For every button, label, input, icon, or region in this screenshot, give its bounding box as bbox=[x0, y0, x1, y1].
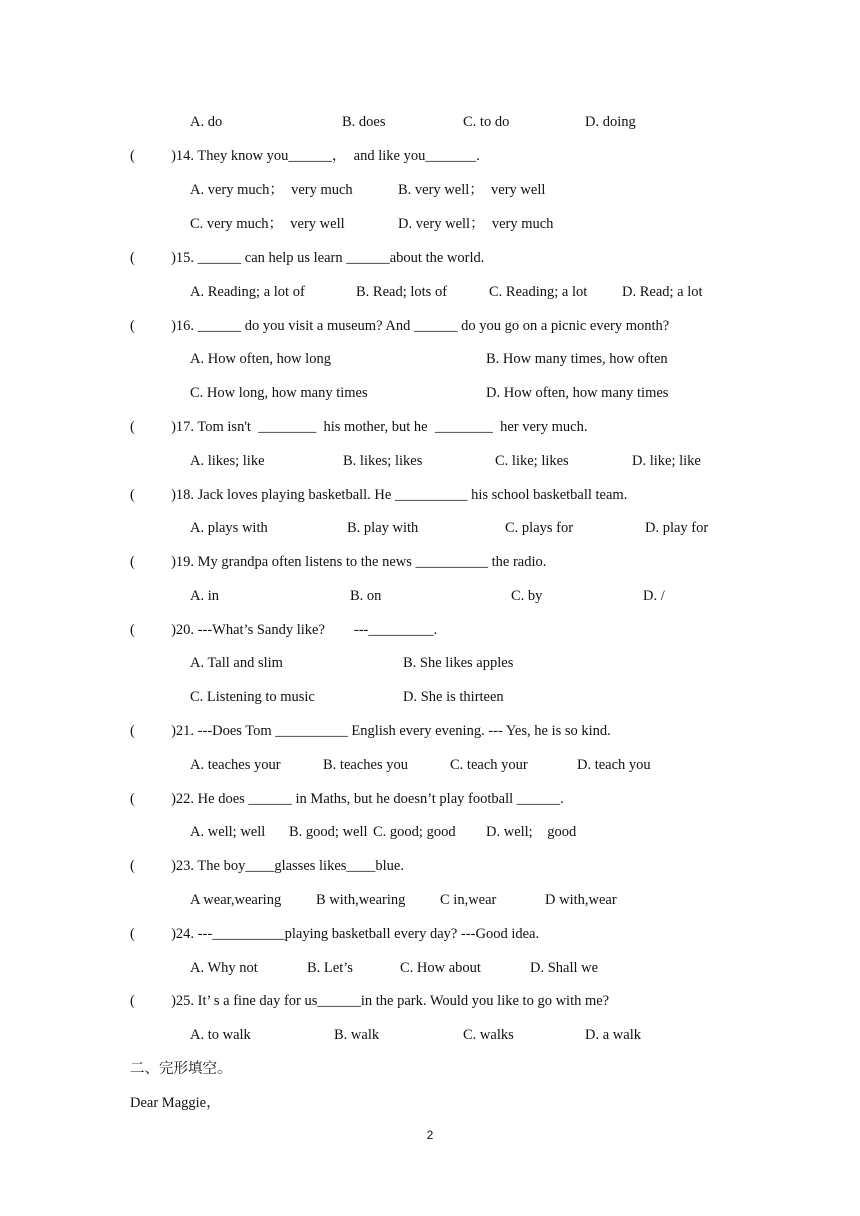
q15-option-a: A. Reading; a lot of bbox=[190, 284, 305, 300]
q18-stem: ( )18. Jack loves playing basketball. He __________ his school basketball team. bbox=[130, 487, 628, 503]
q25-option-a: A. to walk bbox=[190, 1027, 251, 1043]
q21-option-d: D. teach you bbox=[577, 757, 651, 773]
q19-option-d: D. / bbox=[643, 588, 665, 604]
q16-option-c: C. How long, how many times bbox=[190, 385, 368, 401]
q22-option-d: D. well; good bbox=[486, 824, 577, 840]
q16-option-a: A. How often, how long bbox=[190, 351, 331, 367]
q25-option-b: B. walk bbox=[334, 1027, 380, 1043]
section-heading: 二、完形填空。 bbox=[130, 1061, 232, 1077]
q14-option-a: A. very much； very much bbox=[190, 182, 353, 198]
q16-option-d: D. How often, how many times bbox=[486, 385, 669, 401]
q18-option-c: C. plays for bbox=[505, 520, 574, 536]
q20-option-c: C. Listening to music bbox=[190, 689, 315, 705]
q17-option-b: B. likes; likes bbox=[343, 453, 423, 469]
q14-stem: ( )14. They know you______， and like you_______. bbox=[130, 148, 480, 164]
q24-option-a: A. Why not bbox=[190, 960, 258, 976]
q15-option-b: B. Read; lots of bbox=[356, 284, 448, 300]
q24-option-c: C. How about bbox=[400, 960, 481, 976]
q21-option-b: B. teaches you bbox=[323, 757, 408, 773]
q25-option-c: C. walks bbox=[463, 1027, 514, 1043]
q25-stem: ( )25. It’ s a fine day for us______in the park. Would you like to go with me? bbox=[130, 993, 610, 1009]
q18-option-d: D. play for bbox=[645, 520, 709, 536]
q16-option-b: B. How many times, how often bbox=[486, 351, 668, 367]
q23-option-c: C in,wear bbox=[440, 892, 497, 908]
q24-stem: ( )24. ---__________playing basketball every day? ---Good idea. bbox=[130, 926, 540, 942]
q13-option-c: C. to do bbox=[463, 114, 510, 130]
q17-option-d: D. like; like bbox=[632, 453, 701, 469]
q18-option-a: A. plays with bbox=[190, 520, 268, 536]
q18-option-b: B. play with bbox=[347, 520, 419, 536]
q21-option-a: A. teaches your bbox=[190, 757, 281, 773]
q24-option-d: D. Shall we bbox=[530, 960, 599, 976]
q25-option-d: D. a walk bbox=[585, 1027, 641, 1043]
q24-option-b: B. Let’s bbox=[307, 960, 353, 976]
q15-option-d: D. Read; a lot bbox=[622, 284, 703, 300]
q22-option-b: B. good; well bbox=[289, 824, 368, 840]
q17-option-c: C. like; likes bbox=[495, 453, 569, 469]
q20-option-a: A. Tall and slim bbox=[190, 655, 283, 671]
q19-stem: ( )19. My grandpa often listens to the news __________ the radio. bbox=[130, 554, 547, 570]
q20-option-b: B. She likes apples bbox=[403, 655, 514, 671]
q14-option-c: C. very much； very well bbox=[190, 216, 345, 232]
q19-option-b: B. on bbox=[350, 588, 382, 604]
q23-stem: ( )23. The boy____glasses likes____blue. bbox=[130, 858, 404, 874]
q14-option-b: B. very well； very well bbox=[398, 182, 546, 198]
q19-option-a: A. in bbox=[190, 588, 219, 604]
q19-option-c: C. by bbox=[511, 588, 543, 604]
q14-option-d: D. very well； very much bbox=[398, 216, 554, 232]
q23-option-b: B with,wearing bbox=[316, 892, 406, 908]
q22-option-a: A. well; well bbox=[190, 824, 266, 840]
q17-stem: ( )17. Tom isn't ________ his mother, but he ________ her very much. bbox=[130, 419, 588, 435]
q13-option-d: D. doing bbox=[585, 114, 636, 130]
q20-option-d: D. She is thirteen bbox=[403, 689, 504, 705]
q21-stem: ( )21. ---Does Tom __________ English every evening. --- Yes, he is so kind. bbox=[130, 723, 611, 739]
q22-option-c: C. good; good bbox=[373, 824, 456, 840]
q20-stem: ( )20. ---What’s Sandy like? ---_________. bbox=[130, 622, 438, 638]
page-number: 2 bbox=[426, 1128, 434, 1142]
q15-stem: ( )15. ______ can help us learn ______about the world. bbox=[130, 250, 485, 266]
q13-option-b: B. does bbox=[342, 114, 386, 130]
q15-option-c: C. Reading; a lot bbox=[489, 284, 588, 300]
q17-option-a: A. likes; like bbox=[190, 453, 265, 469]
q23-option-d: D with,wear bbox=[545, 892, 617, 908]
q16-stem: ( )16. ______ do you visit a museum? And ______ do you go on a picnic every month? bbox=[130, 318, 670, 334]
q23-option-a: A wear,wearing bbox=[190, 892, 282, 908]
q22-stem: ( )22. He does ______ in Maths, but he doesn’t play football ______. bbox=[130, 791, 564, 807]
q13-option-a: A. do bbox=[190, 114, 223, 130]
letter-salutation: Dear Maggie， bbox=[130, 1095, 221, 1111]
q21-option-c: C. teach your bbox=[450, 757, 528, 773]
